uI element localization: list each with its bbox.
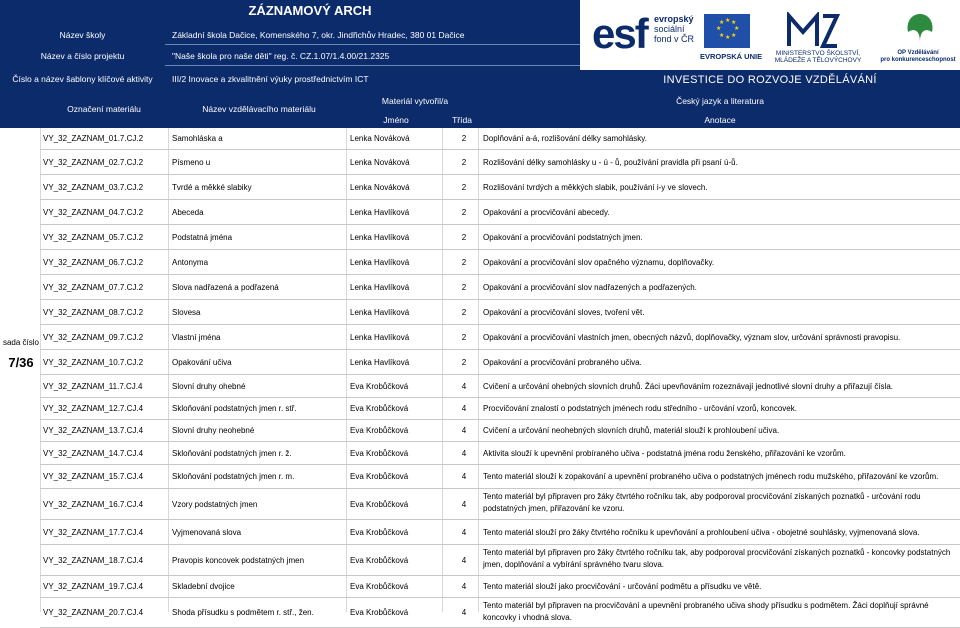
row-code: VY_32_ZAZNAM_13.7.CJ.4 (43, 426, 144, 435)
row-code: VY_32_ZAZNAM_08.7.CJ.2 (43, 308, 144, 317)
row-code: VY_32_ZAZNAM_11.7.CJ.4 (43, 382, 143, 391)
row-author: Eva Krobůčková (350, 426, 409, 435)
row-author: Eva Krobůčková (350, 608, 409, 617)
table-row (0, 225, 960, 250)
row-author: Lenka Nováková (350, 134, 410, 143)
divider (165, 65, 600, 66)
field-label-project: Název a číslo projektu (40, 51, 125, 61)
row-grade: 2 (461, 233, 467, 242)
table-row (0, 375, 960, 398)
col-header-code: Označení materiálu (67, 104, 141, 114)
col-header-subject: Český jazyk a literatura (676, 96, 764, 106)
table-row (0, 465, 960, 489)
row-name: Skloňování podstatných jmen r. m. (172, 472, 295, 481)
row-author: Eva Krobůčková (350, 500, 409, 509)
row-code: VY_32_ZAZNAM_19.7.CJ.4 (43, 582, 144, 591)
row-grade: 4 (461, 404, 467, 413)
row-author: Eva Krobůčková (350, 472, 409, 481)
row-author: Lenka Havlíková (350, 333, 410, 342)
column-header (0, 90, 960, 128)
row-author: Eva Krobůčková (350, 556, 409, 565)
msmt-text: MINISTERSTVO ŠKOLSTVÍ, MLÁDEŽE A TĚLOVÝCHOVY (774, 50, 862, 64)
row-author: Eva Krobůčková (350, 582, 409, 591)
table-row (0, 325, 960, 350)
row-author: Lenka Havlíková (350, 208, 410, 217)
table-row (0, 489, 960, 520)
row-grade: 2 (461, 283, 467, 292)
row-code: VY_32_ZAZNAM_20.7.CJ.4 (43, 608, 144, 617)
svg-text:★: ★ (731, 19, 737, 26)
row-annotation: Cvičení a určování neohebných slovních druhů, materiál slouží k prohloubení učiva. (483, 426, 780, 435)
row-code: VY_32_ZAZNAM_04.7.CJ.2 (43, 208, 144, 217)
row-name: Vlastní jména (172, 333, 221, 342)
row-author: Lenka Nováková (350, 183, 410, 192)
row-annotation: Rozlišování délky samohlásky u - ú - ů, používání pravidla při psaní ú-ů. (483, 158, 738, 167)
row-grade: 2 (461, 308, 467, 317)
row-name: Antonyma (172, 258, 209, 267)
col-header-annotation: Anotace (704, 115, 736, 125)
row-annotation: Opakování a procvičování sloves, tvoření vět. (483, 308, 645, 317)
row-name: Slovní druhy ohebné (172, 382, 246, 391)
table-row (0, 420, 960, 442)
row-grade: 2 (461, 134, 467, 143)
row-annotation: Doplňování a-á, rozlišování délky samohlásky. (483, 134, 647, 143)
table-row (0, 520, 960, 545)
row-author: Lenka Havlíková (350, 283, 410, 292)
row-code: VY_32_ZAZNAM_02.7.CJ.2 (43, 158, 144, 167)
row-name: Slovesa (172, 308, 201, 317)
row-annotation: Tento materiál slouží k zopakování a upevnění probraného učiva o podstatných jménech rodu mužského, přiřazování ke vzorům. (483, 472, 939, 481)
table-row (0, 545, 960, 576)
op-logo-icon (900, 10, 940, 46)
row-author: Lenka Nováková (350, 158, 410, 167)
row-annotation: Opakování a procvičování abecedy. (483, 208, 610, 217)
row-author: Lenka Havlíková (350, 358, 410, 367)
field-value-school: Základní škola Dačice, Komenského 7, okr. Jindřichův Hradec, 380 01 Dačice (172, 30, 465, 40)
row-name: Samohláska a (172, 134, 223, 143)
eu-flag-icon (704, 14, 750, 48)
row-annotation: Cvičení a určování ohebných slovních druhů. Žáci upevňováním rozeznávají jednotlivé slovní druhy a přiřazují čísla. (483, 382, 893, 391)
row-grade: 4 (461, 556, 467, 565)
row-name: Podstatná jména (172, 233, 233, 242)
col-header-grade: Třída (452, 115, 472, 125)
row-annotation: Rozlišování tvrdých a měkkých slabik, používání i-y ve slovech. (483, 183, 708, 192)
row-code: VY_32_ZAZNAM_09.7.CJ.2 (43, 333, 144, 342)
table-row (0, 150, 960, 175)
field-value-project: "Naše škola pro naše děti" reg. č. CZ.1.07/1.4.00/21.2325 (172, 51, 390, 61)
row-code: VY_32_ZAZNAM_18.7.CJ.4 (43, 556, 144, 565)
row-code: VY_32_ZAZNAM_10.7.CJ.2 (43, 358, 144, 367)
row-name: Vyjmenovaná slova (172, 528, 242, 537)
row-author: Eva Krobůčková (350, 382, 409, 391)
esf-text: evropský sociální fond v ČR (654, 14, 695, 44)
row-grade: 4 (461, 500, 467, 509)
row-code: VY_32_ZAZNAM_15.7.CJ.4 (43, 472, 144, 481)
table-row (0, 175, 960, 200)
row-author: Lenka Havlíková (350, 233, 410, 242)
row-grade: 4 (461, 528, 467, 537)
row-grade: 2 (461, 208, 467, 217)
row-code: VY_32_ZAZNAM_07.7.CJ.2 (43, 283, 144, 292)
table-row (0, 442, 960, 465)
row-grade: 4 (461, 608, 467, 617)
row-code: VY_32_ZAZNAM_05.7.CJ.2 (43, 233, 144, 242)
svg-text:★: ★ (725, 17, 731, 24)
row-name: Skloňování podstatných jmen r. stř. (172, 404, 297, 413)
row-author: Lenka Havlíková (350, 258, 410, 267)
row-name: Tvrdé a měkké slabiky (172, 183, 252, 192)
table-row (0, 350, 960, 375)
svg-text:★: ★ (716, 25, 722, 32)
msmt-logo-icon (785, 12, 841, 48)
row-annotation: Tento materiál slouží jako procvičování - určování podmětu a přísudku ve větě. (483, 582, 762, 591)
row-code: VY_32_ZAZNAM_17.7.CJ.4 (43, 528, 144, 537)
row-grade: 2 (461, 333, 467, 342)
row-name: Skloňování podstatných jmen r. ž. (172, 449, 292, 458)
svg-text:★: ★ (731, 32, 737, 39)
row-grade: 4 (461, 449, 467, 458)
row-name: Abeceda (172, 208, 204, 217)
row-annotation: Opakování a procvičování podstatných jmen. (483, 233, 643, 242)
row-author: Eva Krobůčková (350, 449, 409, 458)
row-annotation: Opakování a procvičování probraného učiva. (483, 358, 642, 367)
row-annotation: Opakování a procvičování slov opačného významu, doplňovačky. (483, 258, 715, 267)
table-row (0, 598, 960, 628)
table-row (0, 300, 960, 325)
svg-text:★: ★ (725, 34, 731, 41)
row-name: Slovní druhy neohebné (172, 426, 255, 435)
row-grade: 2 (461, 358, 467, 367)
row-name: Slova nadřazená a podřazená (172, 283, 279, 292)
row-name: Opakování učiva (172, 358, 232, 367)
row-annotation: Opakování a procvičování slov nadřazených a podřazených. (483, 283, 697, 292)
esf-logo: esf (592, 10, 647, 57)
row-grade: 4 (461, 472, 467, 481)
row-annotation: Tento materiál byl připraven pro žáky čtvrtého ročníku tak, aby podporoval procvičování získaných poznatků - koncovky podstatných jmen, doplňování a vybírání správného tvaru slova. (483, 548, 951, 569)
row-grade: 4 (461, 382, 467, 391)
set-number-value: 7/36 (8, 355, 34, 370)
field-label-template: Číslo a název šablony klíčové aktivity (12, 74, 153, 84)
table-row (0, 128, 960, 150)
row-code: VY_32_ZAZNAM_16.7.CJ.4 (43, 500, 144, 509)
row-annotation: Opakování a procvičování vlastních jmen, obecných názvů, doplňovačky, význam slov, určování správnosti pravopisu. (483, 333, 901, 342)
row-grade: 2 (461, 183, 467, 192)
invest-banner: INVESTICE DO ROZVOJE VZDĚLÁVÁNÍ (580, 70, 960, 90)
field-value-template: III/2 Inovace a zkvalitnění výuky prostřednictvím ICT (172, 74, 369, 84)
row-annotation: Procvičování znalostí o podstatných jménech rodu středního - určování vzorů, koncovek. (483, 404, 797, 413)
table-row (0, 398, 960, 420)
row-name: Skladební dvojice (172, 582, 235, 591)
row-author: Lenka Havlíková (350, 308, 410, 317)
row-annotation: Tento materiál byl připraven pro žáky čtvrtého ročníku tak, aby podporoval procvičování získaných poznatků - určování rodu podstatných jmen, přiřazování ke vzoru. (483, 492, 921, 513)
page-title: ZÁZNAMOVÝ ARCH (248, 3, 372, 18)
row-annotation: Tento materiál slouží pro žáky čtvrtého ročníku k upevňování a prohloubení učiva - obojetné souhlásky, vyjmenovaná slova. (483, 528, 920, 537)
row-grade: 2 (461, 258, 467, 267)
svg-text:★: ★ (734, 25, 740, 32)
row-annotation: Tento materiál byl připraven na procvičování a upevnění probraného učiva shody přísudku s podmětem. Žáci doplňují správné koncovky i vhodná slova. (483, 601, 929, 622)
row-code: VY_32_ZAZNAM_14.7.CJ.4 (43, 449, 144, 458)
divider (165, 44, 600, 45)
eu-label: EVROPSKÁ UNIE (700, 52, 763, 61)
op-text: OP Vzdělávání pro konkurenceschopnost (880, 50, 956, 63)
row-code: VY_32_ZAZNAM_01.7.CJ.2 (43, 134, 144, 143)
row-author: Eva Krobůčková (350, 404, 409, 413)
col-header-name: Název vzdělávacího materiálu (202, 104, 316, 114)
field-label-school: Název školy (59, 30, 106, 40)
row-name: Shoda přísudku s podmětem r. stř., žen. (172, 608, 314, 617)
table-row (0, 200, 960, 225)
row-name: Písmeno u (172, 158, 211, 167)
table-row (0, 576, 960, 598)
svg-text:★: ★ (719, 32, 725, 39)
table-row (0, 250, 960, 275)
row-code: VY_32_ZAZNAM_03.7.CJ.2 (43, 183, 144, 192)
set-number-label: sada číslo (2, 338, 40, 347)
row-grade: 2 (461, 158, 467, 167)
row-grade: 4 (461, 582, 467, 591)
svg-text:★: ★ (719, 19, 725, 26)
table-row (0, 275, 960, 300)
col-header-author: Materiál vytvořil/a (381, 96, 449, 106)
col-header-author-name: Jméno (383, 115, 409, 125)
row-name: Vzory podstatných jmen (172, 500, 258, 509)
row-author: Eva Krobůčková (350, 528, 409, 537)
row-code: VY_32_ZAZNAM_06.7.CJ.2 (43, 258, 144, 267)
row-name: Pravopis koncovek podstatných jmen (172, 556, 305, 565)
row-annotation: Aktivita slouží k upevnění probíraného učiva - podstatná jména rodu ženského, přiřazování ke vzorům. (483, 449, 846, 458)
row-grade: 4 (461, 426, 467, 435)
row-code: VY_32_ZAZNAM_12.7.CJ.4 (43, 404, 144, 413)
